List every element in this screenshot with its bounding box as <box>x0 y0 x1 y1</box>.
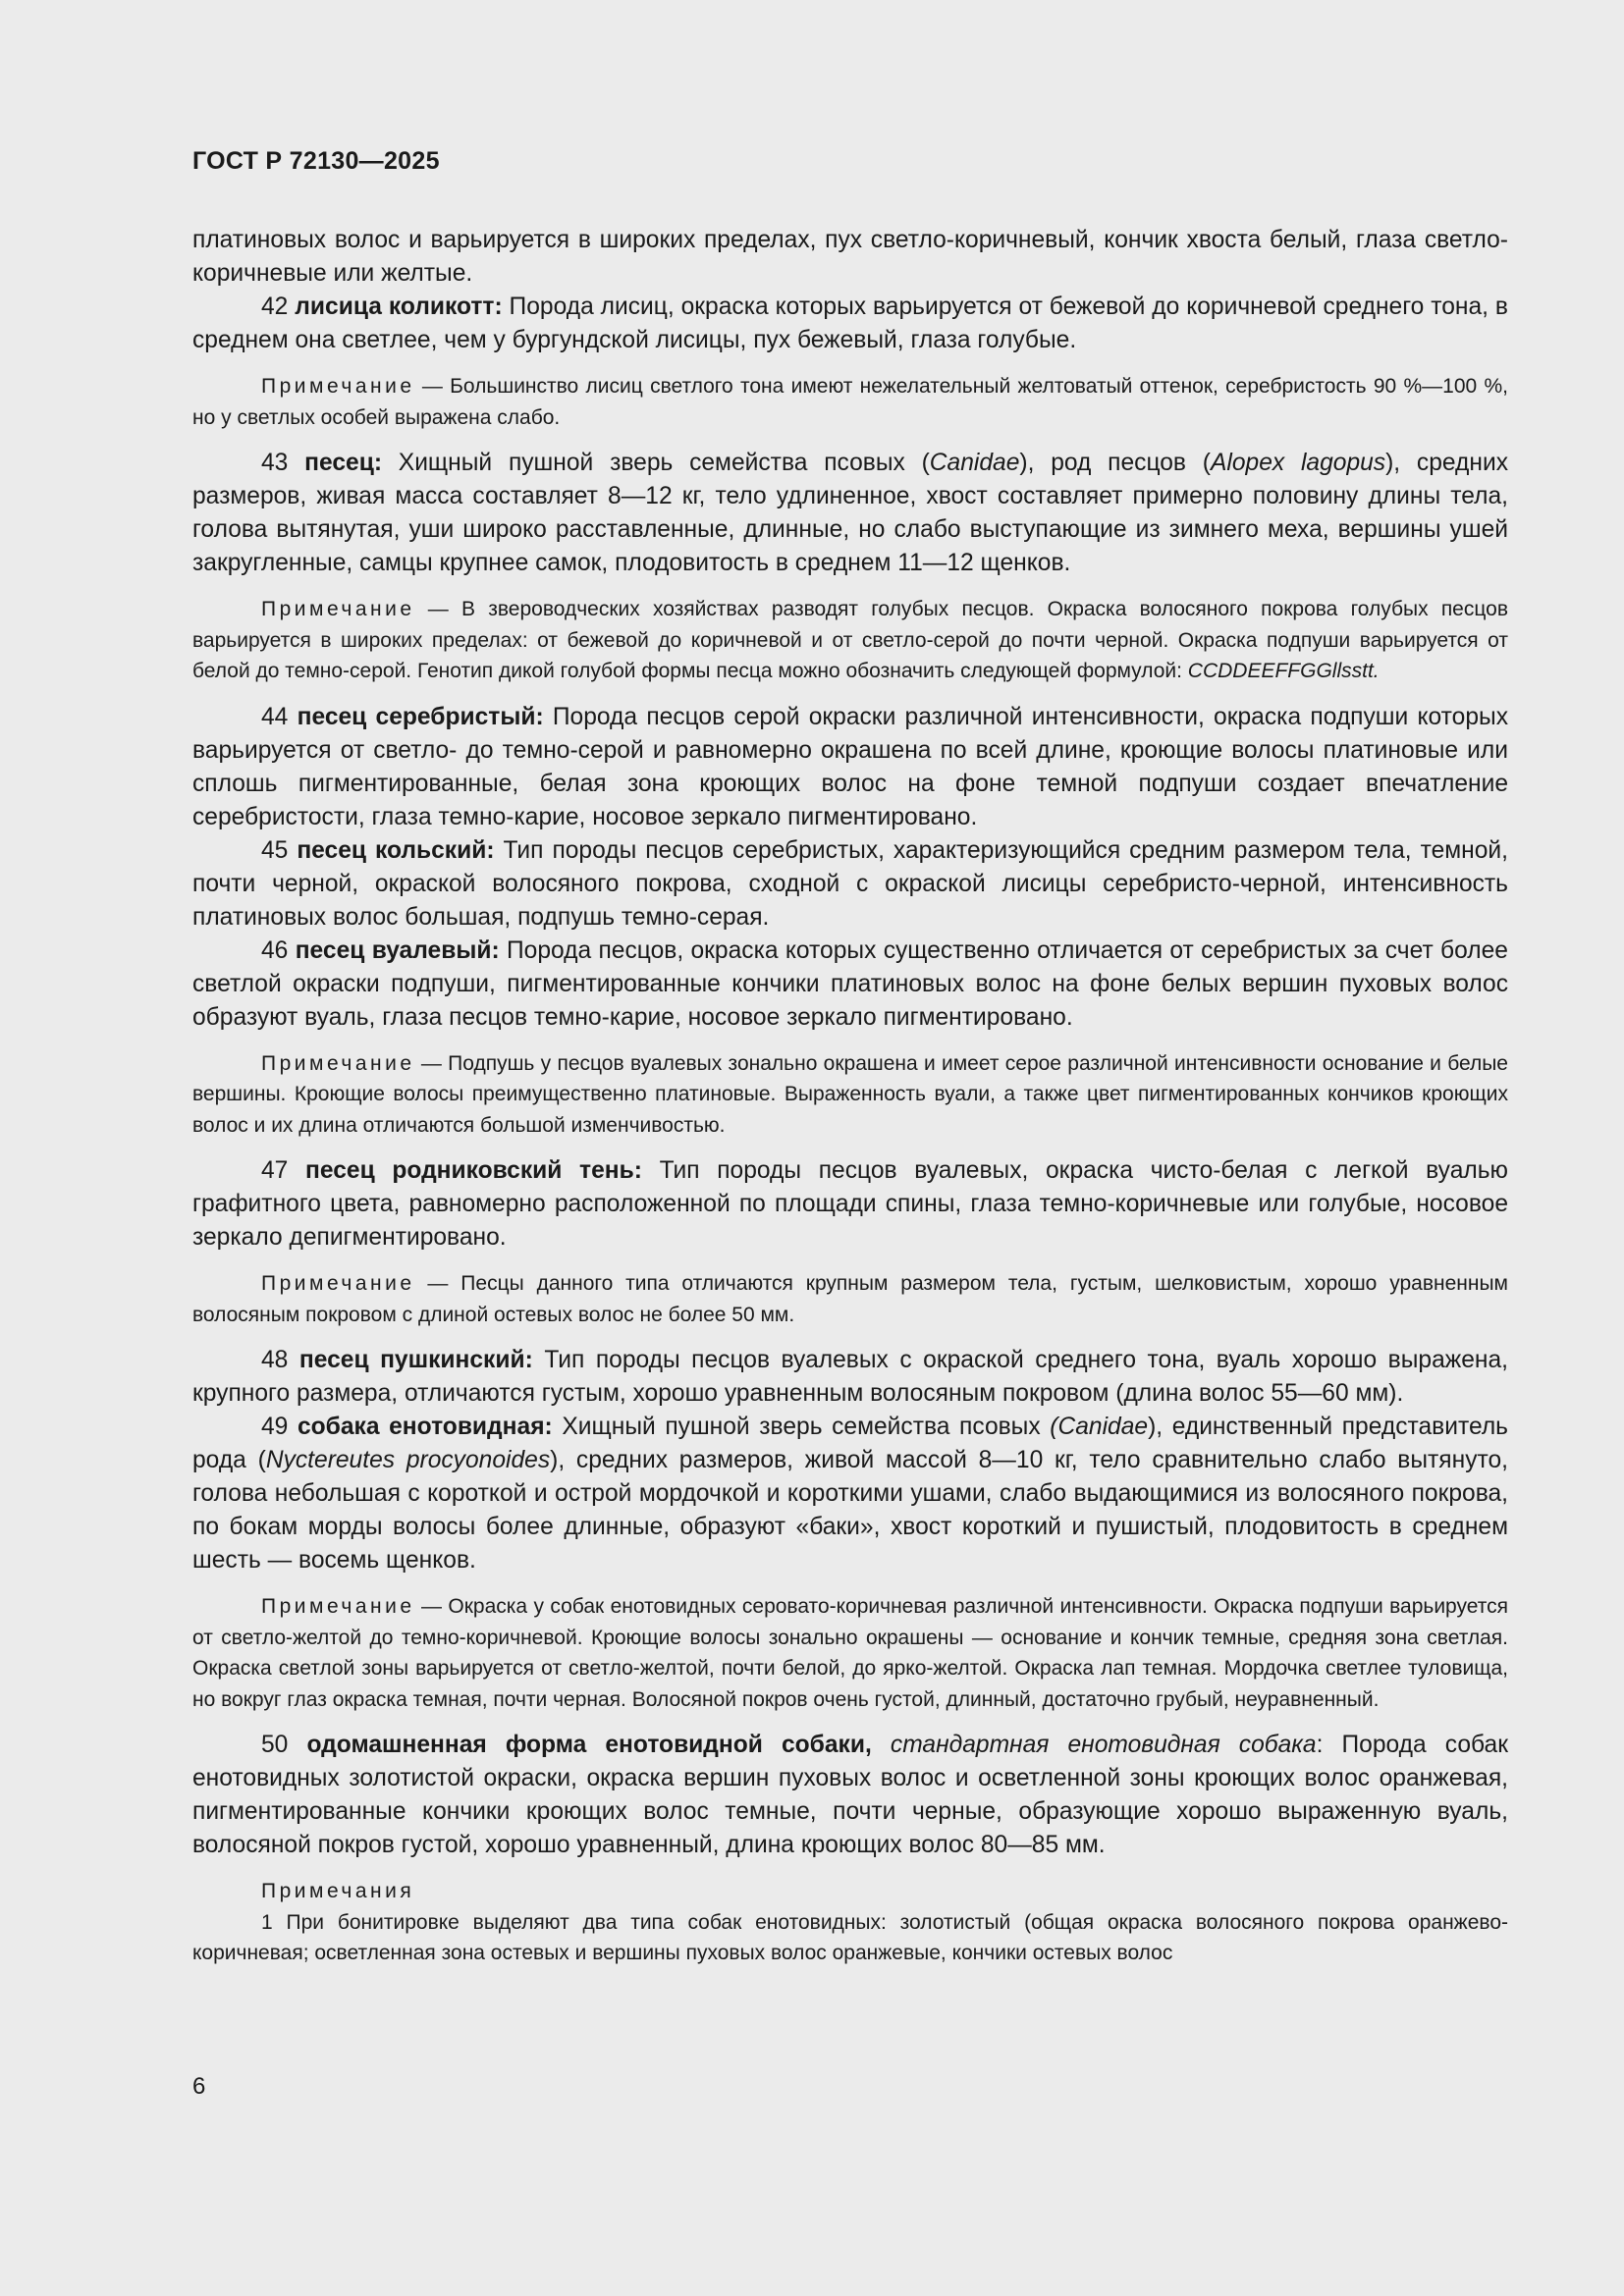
entry-number: 48 <box>261 1347 289 1373</box>
note-item-1: 1 При бонитировке выделяют два типа собак енотовидных: золотистый (общая окраска волосяного покрова оранжево-коричневая; осветленная зона остевых и вершины пуховых волос оранжевые, кончики остевых волос <box>192 1910 1508 1964</box>
page-content <box>192 224 1508 1969</box>
note-47 <box>192 1268 1508 1330</box>
term-entry-43 <box>192 447 1508 580</box>
note-42 <box>192 371 1508 433</box>
entry-synonym: стандартная енотовидная собака <box>871 1732 1317 1758</box>
term-entry-47 <box>192 1154 1508 1255</box>
entry-definition: Порода лисиц, окраска которых варьируется от бежевой до коричневой среднего тона, в среднем она светлее, чем у бургундской лисицы, пух бежевый, глаза голубые. <box>192 294 1508 353</box>
entry-definition: Порода песцов серой окраски различной интенсивности, окраска подпуши которых варьируется от светло- до темно-серой и равномерно окрашена по всей длине, кроющие волосы платиновые или сплошь пигментированные, белая зона кроющих волос на фоне темной подпуши создает впечатление серебристости, глаза темно-карие, носовое зеркало пигментировано. <box>192 703 1508 830</box>
entry-term: песец пушкинский: <box>298 1347 533 1373</box>
entry-number: 47 <box>261 1157 289 1184</box>
page-number: 6 <box>192 2073 206 2100</box>
note-label: Примечание <box>261 375 415 398</box>
latin-name: Nyctereutes procyonoides <box>265 1447 551 1473</box>
term-entry-50 <box>192 1729 1508 1862</box>
latin-name: (Canidae <box>1050 1414 1149 1440</box>
entry-definition-part: ), род песцов ( <box>1019 450 1211 476</box>
note-label: Примечание <box>261 1595 415 1618</box>
entry-definition: Тип породы песцов вуалевых с окраской среднего тона, вуаль хорошо выражена, крупного размера, отличаются густым, хорошо уравненным волосяным покровом (длина волос 55—60 мм). <box>192 1347 1508 1407</box>
note-text: — Большинство лисиц светлого тона имеют нежелательный желтоватый оттенок, серебристость 90 %—100 %, но у светлых особей выражена слабо. <box>192 375 1508 429</box>
term-entry-46 <box>192 934 1508 1035</box>
entry-term: песец вуалевый: <box>295 936 500 964</box>
entry-term: песец кольский: <box>297 836 495 864</box>
term-entry-49 <box>192 1411 1508 1577</box>
paragraph-continuation: платиновых волос и варьируется в широких пределах, пух светло-коричневый, кончик хвоста белый, глаза светло-коричневые или желтые. <box>192 227 1508 287</box>
entry-definition: Тип породы песцов серебристых, характеризующийся средним размером тела, темной, почти черной, окраской волосяного покрова, сходной с окраской лисицы серебристо-черной, интенсивность платиновых волос большая, подпушь темно-серая. <box>192 836 1508 931</box>
entry-definition-part: Хищный пушной зверь семейства псовых ( <box>382 450 930 476</box>
latin-name: Canidae <box>929 450 1020 476</box>
entry-term: песец: <box>304 450 383 476</box>
note-text: — В звероводческих хозяйствах разводят голубых песцов. Окраска волосяного покрова голубых песцов варьируется в широких пределах: от бежевой до коричневой и от светло-серой до почти черной. Окраска подпуши варьируется от белой до темно-серой. Генотип дикой голубой формы песца можно обозначить следующей формулой: <box>192 598 1508 682</box>
entry-term: песец серебристый: <box>297 703 544 730</box>
term-entry-45 <box>192 834 1508 934</box>
entry-definition-part: ), средних размеров, живая масса составляет 8—12 кг, тело удлиненное, хвост составляет примерно половину длины тела, голова вытянутая, уши широко расставленные, длинные, но слабо выступающие из зимнего меха, вершины ушей закругленные, самцы крупнее самок, плодовитость в среднем 11—12 щенков. <box>192 450 1508 576</box>
note-label: Примечание <box>261 598 415 620</box>
note-43 <box>192 594 1508 687</box>
note-46 <box>192 1048 1508 1142</box>
notes-heading: Примечания <box>261 1880 415 1902</box>
document-code-header: ГОСТ Р 72130—2025 <box>192 147 440 175</box>
entry-number: 45 <box>261 836 289 864</box>
entry-number: 44 <box>261 703 289 730</box>
entry-definition-part: ), средних размеров, живой массой 8—10 кг, тело сравнительно слабо вытянуто, голова небольшая с короткой и острой мордочкой и короткими ушами, слабо выдающимися из волосяного покрова, по бокам морды волосы более длинные, образуют «баки», хвост короткий и пушистый, плодовитость в среднем шесть — восемь щенков. <box>192 1447 1508 1574</box>
genotype-formula: CCDDEEFFGGllsstt. <box>1187 660 1380 682</box>
entry-number: 46 <box>261 936 289 964</box>
entry-definition: Порода песцов, окраска которых существенно отличается от серебристых за счет более светлой окраски подпуши, пигментированные кончики платиновых волос на фоне белых вершин пуховых волос образуют вуаль, глаза песцов темно-карие, носовое зеркало пигментировано. <box>192 936 1508 1031</box>
entry-term: одомашненная форма енотовидной собаки, <box>306 1732 872 1758</box>
entry-term: песец родниковский тень: <box>305 1157 642 1184</box>
note-label: Примечание <box>261 1051 415 1075</box>
note-label: Примечание <box>261 1272 415 1295</box>
entry-definition-part: Хищный пушной зверь семейства псовых <box>552 1414 1051 1440</box>
note-text: — Подпушь у песцов вуалевых зонально окрашена и имеет серое различной интенсивности основание и белые вершины. Кроющие волосы преимущественно платиновые. Выраженность вуали, а также цвет пигментированных кончиков кроющих волос и их длина отличаются большой изменчивостью. <box>192 1051 1508 1137</box>
entry-term: лисица коликотт: <box>295 294 503 320</box>
entry-definition: Тип породы песцов вуалевых, окраска чисто-белая с легкой вуалью графитного цвета, равномерно расположенной по площади спины, глаза темно-коричневые или голубые, носовое зеркало депигментировано. <box>192 1157 1508 1251</box>
term-entry-48 <box>192 1344 1508 1411</box>
note-49 <box>192 1591 1508 1715</box>
entry-number: 50 <box>261 1732 289 1758</box>
term-entry-42 <box>192 291 1508 357</box>
entry-number: 43 <box>261 450 289 476</box>
entry-definition: : Порода собак енотовидных золотистой окраски, окраска вершин пуховых волос и осветленной зоны кроющих волос оранжевая, пигментированные кончики кроющих волос темные, почти черные, образующие хорошо выраженную вуаль, волосяной покров густой, хорошо уравненный, длина кроющих волос 80—85 мм. <box>192 1732 1508 1858</box>
entry-definition-part: ), единственный представитель рода ( <box>192 1414 1508 1473</box>
entry-number: 49 <box>261 1414 289 1440</box>
note-text: — Окраска у собак енотовидных серовато-коричневая различной интенсивности. Окраска подпуши варьируется от светло-желтой до темно-коричневой. Кроющие волосы зонально окрашены — основание и кончик темные, средняя зона светлая. Окраска светлой зоны варьируется от светло-желтой, почти белой, до ярко-желтой. Окраска лап темная. Мордочка светлее туловища, но вокруг глаз окраска темная, почти черная. Волосяной покров очень густой, длинный, достаточно грубый, неуравненный. <box>192 1595 1508 1711</box>
entry-number: 42 <box>261 294 289 320</box>
latin-name: Alopex lagopus <box>1210 450 1386 476</box>
entry-term: собака енотовидная: <box>297 1414 553 1440</box>
note-text: — Песцы данного типа отличаются крупным размером тела, густым, шелковистым, хорошо уравненным волосяным покровом с длиной остевых волос не более 50 мм. <box>192 1272 1508 1326</box>
term-entry-44 <box>192 701 1508 834</box>
